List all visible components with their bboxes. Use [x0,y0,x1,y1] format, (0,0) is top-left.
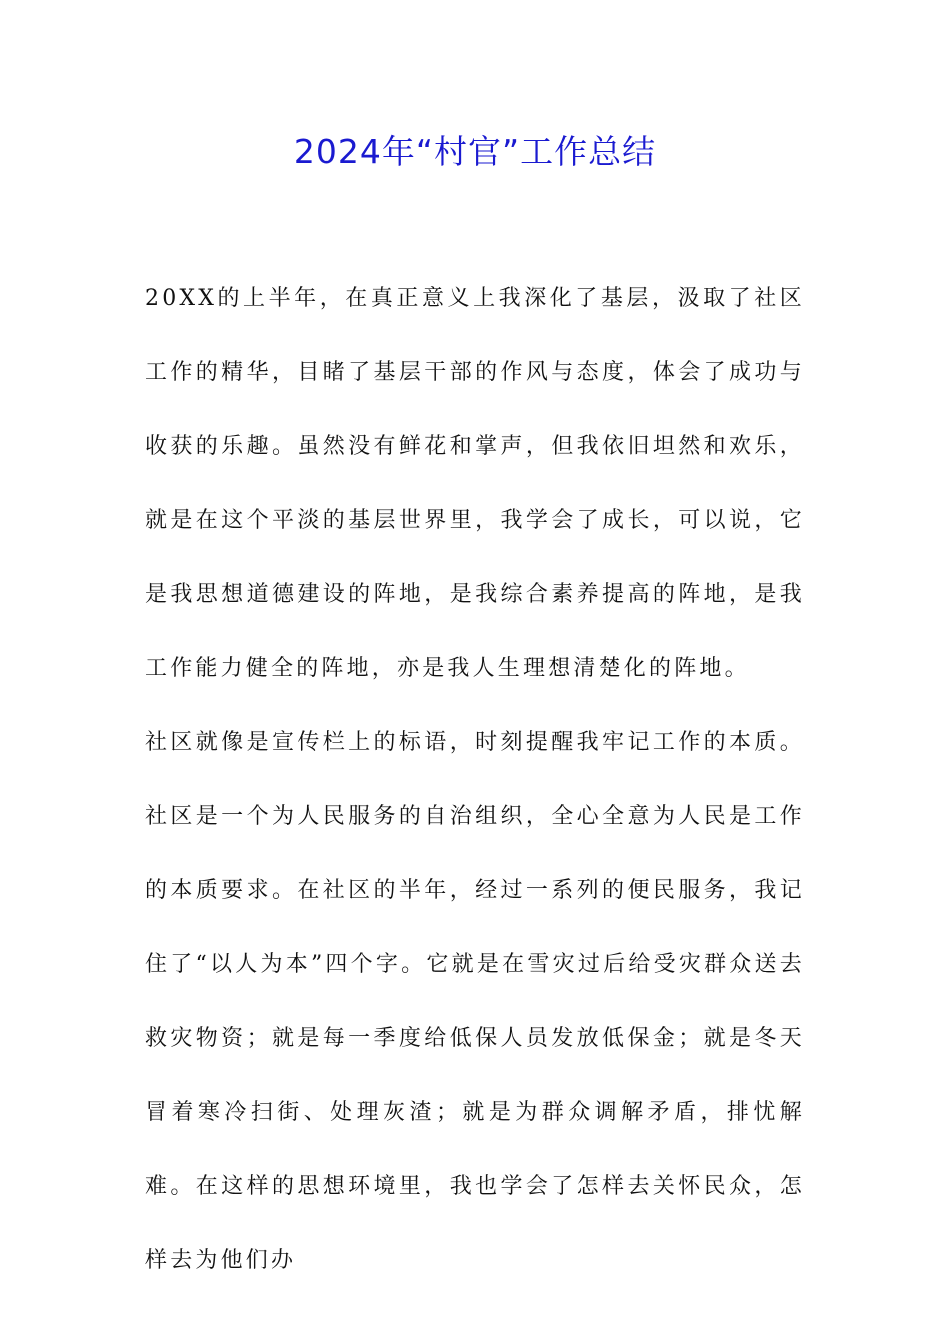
paragraph-2: 社区就像是宣传栏上的标语，时刻提醒我牢记工作的本质。社区是一个为人民服务的自治组织，全心全意为人民是工作的本质要求。在社区的半年，经过一系列的便民服务，我记住了“以人为本”四个字。它就是在雪灾过后给受灾群众送去救灾物资；就是每一季度给低保人员发放低保金；就是冬天冒着寒冷扫街、处理灰渣；就是为群众调解矛盾，排忧解难。在这样的思想环境里，我也学会了怎样去关怀民众，怎样去为他们办 [145,730,805,1273]
document-title: 2024年“村官”工作总结 [293,132,657,171]
document-body [145,262,805,1298]
paragraph-1: 20XX的上半年，在真正意义上我深化了基层，汲取了社区工作的精华，目睹了基层干部的作风与态度，体会了成功与收获的乐趣。虽然没有鲜花和掌声，但我依旧坦然和欢乐，就是在这个平淡的基层世界里，我学会了成长，可以说，它是我思想道德建设的阵地，是我综合素养提高的阵地，是我工作能力健全的阵地，亦是我人生理想清楚化的阵地。 [145,286,805,681]
